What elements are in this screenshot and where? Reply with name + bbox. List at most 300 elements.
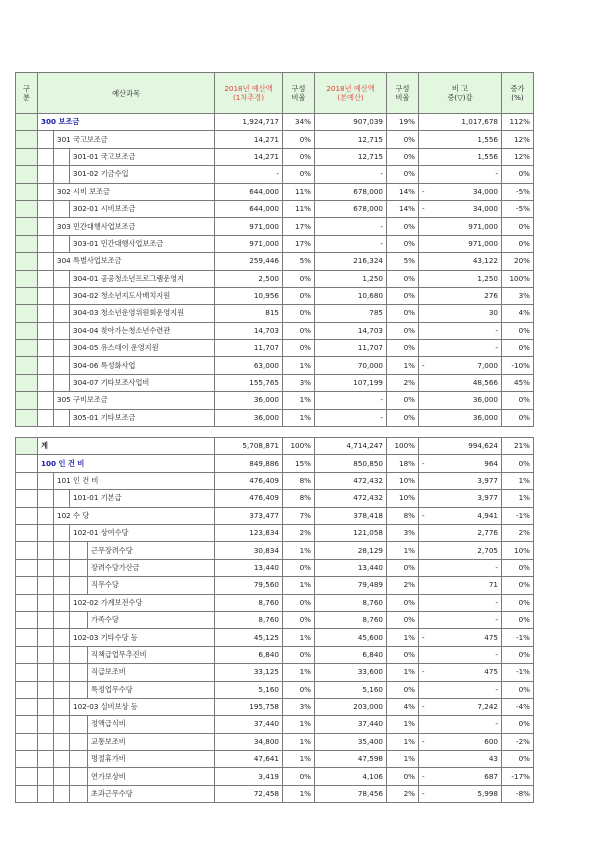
ratio-2: 0% (387, 594, 419, 611)
gubun-cell (16, 357, 38, 374)
indent-cell (54, 287, 70, 304)
indent-cell (54, 646, 70, 663)
gubun-cell (16, 629, 38, 646)
budget-supplementary: 2,500 (215, 270, 283, 287)
change-value: - (495, 684, 498, 694)
budget-main: 79,489 (315, 577, 387, 594)
decrease-sign: - (422, 667, 425, 677)
indent-cell (38, 751, 54, 768)
budget-supplementary: 45,125 (215, 629, 283, 646)
change-value: 971,000 (468, 238, 498, 248)
budget-main: 28,129 (315, 542, 387, 559)
account-label: 교통보조비 (91, 736, 126, 746)
change-amount (419, 733, 502, 750)
change-value: 48,566 (472, 378, 498, 388)
budget-supplementary: 79,560 (215, 577, 283, 594)
ratio-1: 11% (283, 183, 315, 200)
ratio-2: 0% (387, 340, 419, 357)
budget-supplementary: 33,125 (215, 664, 283, 681)
table-row (16, 559, 534, 576)
account-label: 정액급식비 (91, 719, 126, 729)
indent-cell (38, 768, 54, 785)
change-amount (419, 611, 502, 628)
ratio-1: 5% (283, 253, 315, 270)
account-label: 304-04 찾아가는청소년수련관 (73, 325, 171, 335)
account-label: 301 국고보조금 (57, 134, 108, 144)
increase-pct: 0% (502, 611, 534, 628)
total-increase-pct: 21% (502, 438, 534, 455)
account-name (70, 409, 215, 426)
budget-supplementary: 849,886 (215, 455, 283, 472)
budget-main: 78,456 (315, 785, 387, 802)
account-name (70, 270, 215, 287)
gubun-cell (16, 681, 38, 698)
table-row (16, 455, 534, 472)
gubun-cell (16, 305, 38, 322)
budget-supplementary: 373,477 (215, 507, 283, 524)
gubun-cell (16, 716, 38, 733)
indent-cell (38, 183, 54, 200)
section-subsidy (16, 114, 534, 427)
increase-pct: 0% (502, 166, 534, 183)
budget-supplementary: 5,160 (215, 681, 283, 698)
total-ratio-1: 100% (283, 438, 315, 455)
ratio-1: 1% (283, 629, 315, 646)
budget-supplementary: 30,834 (215, 542, 283, 559)
account-label: 302 시비 보조금 (57, 186, 111, 196)
account-name (88, 751, 215, 768)
budget-supplementary: 259,446 (215, 253, 283, 270)
budget-supplementary: 13,440 (215, 559, 283, 576)
change-amount (419, 392, 502, 409)
indent-cell (54, 698, 70, 715)
account-label: 직무수당 (91, 580, 119, 590)
increase-pct: 1% (502, 490, 534, 507)
account-name (38, 455, 215, 472)
gubun-cell (16, 507, 38, 524)
increase-pct: -17% (502, 768, 534, 785)
budget-supplementary: 644,000 (215, 200, 283, 217)
change-amount (419, 681, 502, 698)
ratio-1: 8% (283, 472, 315, 489)
change-value: - (495, 597, 498, 607)
budget-main: 907,039 (315, 114, 387, 131)
change-value: 7,000 (477, 360, 498, 370)
account-label: 101 인 건 비 (57, 476, 99, 485)
budget-main: 70,000 (315, 357, 387, 374)
account-name (70, 629, 215, 646)
change-value: - (495, 325, 498, 335)
account-name (54, 253, 215, 270)
change-amount (419, 114, 502, 131)
change-value: 3,977 (477, 493, 498, 503)
budget-supplementary: 14,271 (215, 131, 283, 148)
ratio-1: 3% (283, 374, 315, 391)
increase-pct: 0% (502, 577, 534, 594)
ratio-1: 7% (283, 507, 315, 524)
gubun-cell (16, 698, 38, 715)
account-label: 102-03 실비보상 등 (73, 702, 138, 712)
indent-cell (38, 646, 54, 663)
budget-supplementary: 36,000 (215, 409, 283, 426)
ratio-2: 1% (387, 357, 419, 374)
header-gubun: 구 분 (16, 73, 38, 114)
indent-cell (38, 374, 54, 391)
ratio-1: 2% (283, 524, 315, 541)
ratio-2: 1% (387, 629, 419, 646)
indent-cell (38, 490, 54, 507)
change-value: 964 (484, 458, 498, 468)
table-row (16, 392, 534, 409)
account-label: 305-01 기타보조금 (73, 412, 136, 422)
change-amount (419, 490, 502, 507)
change-value: - (495, 169, 498, 179)
increase-pct: -5% (502, 200, 534, 217)
indent-cell (38, 507, 54, 524)
budget-main: 4,106 (315, 768, 387, 785)
increase-pct: 0% (502, 594, 534, 611)
budget-main: 45,600 (315, 629, 387, 646)
change-amount (419, 218, 502, 235)
ratio-2: 0% (387, 166, 419, 183)
indent-cell (70, 681, 88, 698)
indent-cell (38, 322, 54, 339)
indent-cell (54, 681, 70, 698)
account-name (70, 287, 215, 304)
account-label: 102-02 가계보전수당 (73, 597, 143, 607)
change-amount (419, 374, 502, 391)
indent-cell (70, 542, 88, 559)
gubun-cell (16, 577, 38, 594)
table-row (16, 200, 534, 217)
increase-pct: 1% (502, 472, 534, 489)
ratio-1: 1% (283, 716, 315, 733)
gubun-cell (16, 594, 38, 611)
ratio-1: 15% (283, 455, 315, 472)
budget-main: 6,840 (315, 646, 387, 663)
budget-main: - (315, 409, 387, 426)
total-label: 계 (38, 438, 215, 455)
table-row (16, 305, 534, 322)
gubun-cell (16, 733, 38, 750)
ratio-2: 14% (387, 183, 419, 200)
indent-cell (54, 166, 70, 183)
table-row (16, 287, 534, 304)
budget-main: 11,707 (315, 340, 387, 357)
budget-main: 850,850 (315, 455, 387, 472)
table-row (16, 751, 534, 768)
account-label: 연가보상비 (91, 771, 126, 781)
gubun-cell (16, 472, 38, 489)
budget-main: 472,432 (315, 472, 387, 489)
decrease-sign: - (422, 702, 425, 712)
table-row (16, 166, 534, 183)
change-value: 1,556 (477, 134, 498, 144)
budget-main: 8,760 (315, 594, 387, 611)
budget-supplementary: - (215, 166, 283, 183)
decrease-sign: - (422, 186, 425, 196)
ratio-1: 1% (283, 392, 315, 409)
increase-pct: -1% (502, 664, 534, 681)
change-amount (419, 646, 502, 663)
ratio-1: 0% (283, 611, 315, 628)
account-name (70, 235, 215, 252)
header-ratio-1: 구성 비율 (283, 73, 315, 114)
ratio-2: 14% (387, 200, 419, 217)
increase-pct: 45% (502, 374, 534, 391)
indent-cell (70, 785, 88, 802)
account-label: 가족수당 (91, 615, 119, 625)
indent-cell (54, 322, 70, 339)
increase-pct: 0% (502, 392, 534, 409)
change-amount (419, 148, 502, 165)
indent-cell (54, 235, 70, 252)
account-label: 300 보조금 (41, 117, 80, 127)
increase-pct: -2% (502, 733, 534, 750)
ratio-1: 1% (283, 409, 315, 426)
change-value: 475 (484, 632, 498, 642)
budget-supplementary: 8,760 (215, 611, 283, 628)
budget-main: 35,400 (315, 733, 387, 750)
table-row (16, 253, 534, 270)
change-value: 276 (484, 291, 498, 301)
decrease-sign: - (422, 736, 425, 746)
ratio-2: 0% (387, 305, 419, 322)
ratio-2: 1% (387, 716, 419, 733)
gubun-cell (16, 166, 38, 183)
increase-pct: 112% (502, 114, 534, 131)
change-amount (419, 166, 502, 183)
table-row (16, 507, 534, 524)
table-row (16, 409, 534, 426)
ratio-1: 0% (283, 322, 315, 339)
ratio-1: 0% (283, 559, 315, 576)
account-name (70, 322, 215, 339)
ratio-2: 2% (387, 374, 419, 391)
budget-supplementary: 14,271 (215, 148, 283, 165)
indent-cell (38, 131, 54, 148)
table-row (16, 733, 534, 750)
indent-cell (38, 698, 54, 715)
change-amount (419, 270, 502, 287)
account-label: 304 특별사업보조금 (57, 256, 122, 266)
indent-cell (38, 200, 54, 217)
increase-pct: 20% (502, 253, 534, 270)
table-row (16, 131, 534, 148)
budget-supplementary: 971,000 (215, 235, 283, 252)
indent-cell (54, 409, 70, 426)
increase-pct: 0% (502, 559, 534, 576)
budget-supplementary: 47,641 (215, 751, 283, 768)
change-value: - (495, 719, 498, 729)
gubun-cell (16, 287, 38, 304)
indent-cell (38, 524, 54, 541)
budget-supplementary: 8,760 (215, 594, 283, 611)
indent-cell (38, 166, 54, 183)
increase-pct: 0% (502, 235, 534, 252)
ratio-1: 34% (283, 114, 315, 131)
indent-cell (70, 768, 88, 785)
indent-cell (38, 785, 54, 802)
ratio-1: 0% (283, 287, 315, 304)
account-name (54, 472, 215, 489)
indent-cell (54, 200, 70, 217)
budget-main: 121,058 (315, 524, 387, 541)
indent-cell (54, 733, 70, 750)
account-name (70, 148, 215, 165)
gubun-cell (16, 374, 38, 391)
ratio-1: 0% (283, 340, 315, 357)
change-value: 687 (484, 771, 498, 781)
account-name (88, 611, 215, 628)
increase-pct: 12% (502, 148, 534, 165)
change-value: 43 (488, 754, 498, 764)
table-row (16, 183, 534, 200)
account-name (88, 577, 215, 594)
table-row (16, 664, 534, 681)
change-amount (419, 698, 502, 715)
ratio-2: 2% (387, 577, 419, 594)
budget-main: - (315, 166, 387, 183)
gubun-cell (16, 751, 38, 768)
change-amount (419, 716, 502, 733)
budget-supplementary: 815 (215, 305, 283, 322)
account-label: 102-03 기타수당 등 (73, 632, 138, 642)
ratio-2: 19% (387, 114, 419, 131)
ratio-1: 11% (283, 200, 315, 217)
gubun-cell (16, 340, 38, 357)
table-row (16, 472, 534, 489)
total-change: 994,624 (419, 438, 502, 455)
increase-pct: 0% (502, 751, 534, 768)
table-row (16, 716, 534, 733)
change-amount (419, 357, 502, 374)
section-gap (16, 427, 534, 438)
budget-supplementary: 34,800 (215, 733, 283, 750)
budget-supplementary: 36,000 (215, 392, 283, 409)
account-name (88, 681, 215, 698)
gubun-cell (16, 270, 38, 287)
budget-table (15, 72, 534, 803)
account-name (88, 733, 215, 750)
increase-pct: 0% (502, 716, 534, 733)
account-label: 102-01 상여수당 (73, 528, 129, 538)
change-value: 971,000 (468, 221, 498, 231)
budget-supplementary: 971,000 (215, 218, 283, 235)
account-label: 305 구비보조금 (57, 395, 108, 405)
change-amount (419, 131, 502, 148)
change-amount (419, 287, 502, 304)
indent-cell (70, 716, 88, 733)
indent-cell (54, 629, 70, 646)
budget-supplementary: 37,440 (215, 716, 283, 733)
account-name (88, 646, 215, 663)
ratio-2: 1% (387, 542, 419, 559)
budget-sheet (15, 72, 534, 803)
table-row (16, 611, 534, 628)
account-name (70, 166, 215, 183)
change-value: 71 (488, 580, 498, 590)
ratio-1: 8% (283, 490, 315, 507)
change-value: 7,242 (477, 702, 498, 712)
change-amount (419, 200, 502, 217)
change-amount (419, 183, 502, 200)
ratio-2: 0% (387, 235, 419, 252)
ratio-2: 3% (387, 524, 419, 541)
indent-cell (70, 751, 88, 768)
budget-supplementary: 155,765 (215, 374, 283, 391)
ratio-2: 0% (387, 148, 419, 165)
budget-supplementary: 6,840 (215, 646, 283, 663)
header-change: 비 고 증(▽)감 (419, 73, 502, 114)
indent-cell (54, 270, 70, 287)
indent-cell (54, 357, 70, 374)
header-increase-pct: 증가 (%) (502, 73, 534, 114)
budget-main: 678,000 (315, 183, 387, 200)
budget-main: - (315, 392, 387, 409)
budget-main: 33,600 (315, 664, 387, 681)
account-label: 근무장려수당 (91, 545, 133, 555)
budget-supplementary: 3,419 (215, 768, 283, 785)
total-gubun-cell (16, 438, 38, 455)
budget-main: - (315, 218, 387, 235)
change-value: 2,776 (477, 528, 498, 538)
ratio-1: 0% (283, 768, 315, 785)
ratio-2: 1% (387, 733, 419, 750)
change-value: 600 (484, 736, 498, 746)
ratio-2: 0% (387, 559, 419, 576)
change-amount (419, 768, 502, 785)
indent-cell (38, 409, 54, 426)
ratio-2: 0% (387, 681, 419, 698)
change-amount (419, 322, 502, 339)
account-name (70, 305, 215, 322)
account-label: 303 민간대행사업보조금 (57, 221, 136, 231)
header-ratio-2: 구성 비율 (387, 73, 419, 114)
table-row (16, 490, 534, 507)
ratio-1: 0% (283, 131, 315, 148)
budget-supplementary: 11,707 (215, 340, 283, 357)
change-value: 30 (488, 308, 498, 318)
account-name (70, 200, 215, 217)
budget-main: 678,000 (315, 200, 387, 217)
change-value: 34,000 (472, 186, 498, 196)
budget-supplementary: 123,834 (215, 524, 283, 541)
budget-supplementary: 14,703 (215, 322, 283, 339)
ratio-1: 1% (283, 357, 315, 374)
account-name (88, 785, 215, 802)
gubun-cell (16, 646, 38, 663)
table-row (16, 629, 534, 646)
increase-pct: 100% (502, 270, 534, 287)
table-row (16, 270, 534, 287)
budget-main: 47,598 (315, 751, 387, 768)
ratio-2: 8% (387, 507, 419, 524)
change-amount (419, 455, 502, 472)
increase-pct: 0% (502, 409, 534, 426)
budget-main: 12,715 (315, 131, 387, 148)
table-row (16, 646, 534, 663)
indent-cell (70, 646, 88, 663)
indent-cell (38, 733, 54, 750)
account-label: 304-03 청소년운영위원회운영지원 (73, 308, 185, 318)
budget-main: 37,440 (315, 716, 387, 733)
table-row (16, 374, 534, 391)
account-label: 303-01 민간대행사업보조금 (73, 238, 164, 248)
decrease-sign: - (422, 632, 425, 642)
account-label: 301-01 국고보조금 (73, 151, 136, 161)
ratio-2: 0% (387, 611, 419, 628)
